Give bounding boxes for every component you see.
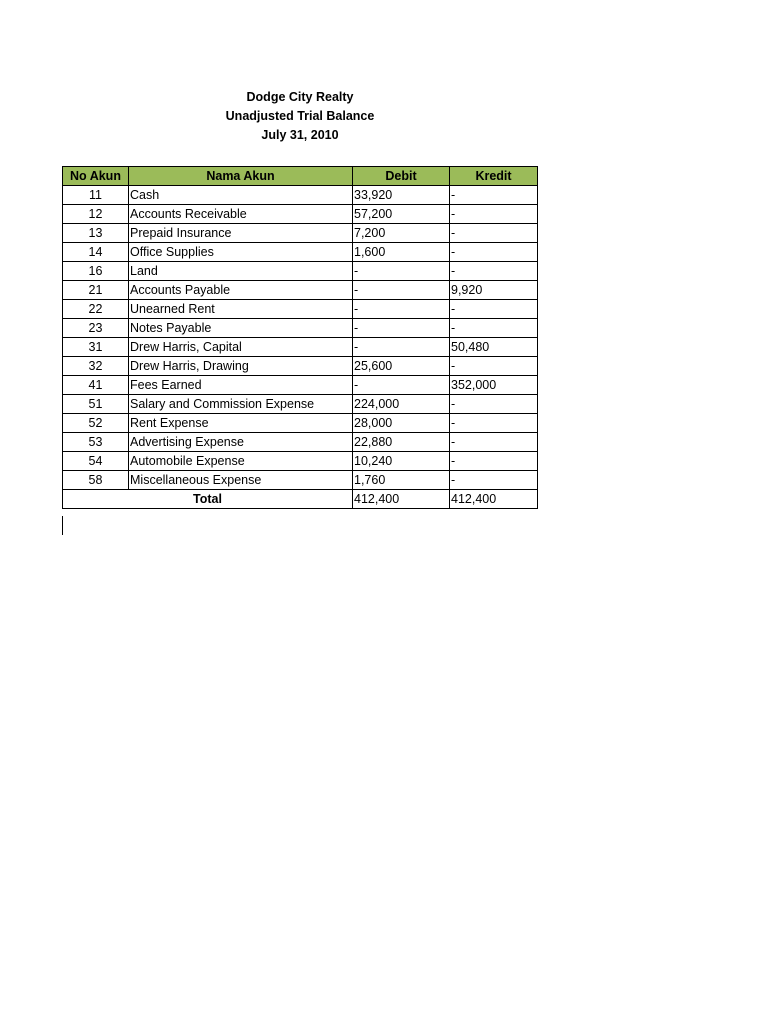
company-name: Dodge City Realty bbox=[246, 90, 354, 104]
debit-cell[interactable]: 57,200 bbox=[353, 205, 450, 224]
account-name-cell[interactable]: Accounts Payable bbox=[129, 281, 353, 300]
account-number-cell[interactable]: 23 bbox=[63, 319, 129, 338]
kredit-cell[interactable]: 352,000 bbox=[450, 376, 538, 395]
table-row bbox=[63, 319, 538, 338]
account-number-cell[interactable]: 52 bbox=[63, 414, 129, 433]
table-row bbox=[63, 300, 538, 319]
account-number-cell[interactable]: 53 bbox=[63, 433, 129, 452]
debit-cell[interactable]: 25,600 bbox=[353, 357, 450, 376]
account-name-cell[interactable]: Advertising Expense bbox=[129, 433, 353, 452]
debit-cell[interactable]: 33,920 bbox=[353, 186, 450, 205]
debit-cell[interactable]: 10,240 bbox=[353, 452, 450, 471]
table-row bbox=[63, 395, 538, 414]
table-row bbox=[63, 338, 538, 357]
table-row bbox=[63, 262, 538, 281]
account-name-cell[interactable]: Drew Harris, Drawing bbox=[129, 357, 353, 376]
account-name-cell[interactable]: Office Supplies bbox=[129, 243, 353, 262]
account-name-cell[interactable]: Accounts Receivable bbox=[129, 205, 353, 224]
account-number-cell[interactable]: 54 bbox=[63, 452, 129, 471]
kredit-cell[interactable]: - bbox=[450, 224, 538, 243]
account-name-cell[interactable]: Notes Payable bbox=[129, 319, 353, 338]
table-row bbox=[63, 205, 538, 224]
kredit-cell[interactable]: - bbox=[450, 471, 538, 490]
kredit-cell[interactable]: - bbox=[450, 205, 538, 224]
debit-cell[interactable]: 1,760 bbox=[353, 471, 450, 490]
table-row bbox=[63, 281, 538, 300]
kredit-cell[interactable]: - bbox=[450, 186, 538, 205]
account-number-cell[interactable]: 14 bbox=[63, 243, 129, 262]
table-row bbox=[63, 452, 538, 471]
total-debit-cell[interactable]: 412,400 bbox=[353, 490, 450, 509]
column-header-kredit[interactable]: Kredit bbox=[450, 167, 538, 186]
report-title-block bbox=[200, 88, 400, 145]
debit-cell[interactable]: - bbox=[353, 281, 450, 300]
table-row bbox=[63, 243, 538, 262]
account-number-cell[interactable]: 11 bbox=[63, 186, 129, 205]
debit-cell[interactable]: 28,000 bbox=[353, 414, 450, 433]
kredit-cell[interactable]: - bbox=[450, 452, 538, 471]
account-name-cell[interactable]: Automobile Expense bbox=[129, 452, 353, 471]
cell-border-fragment bbox=[62, 516, 63, 535]
account-name-cell[interactable]: Cash bbox=[129, 186, 353, 205]
kredit-cell[interactable]: - bbox=[450, 243, 538, 262]
account-name-cell[interactable]: Drew Harris, Capital bbox=[129, 338, 353, 357]
kredit-cell[interactable]: 50,480 bbox=[450, 338, 538, 357]
account-name-cell[interactable]: Miscellaneous Expense bbox=[129, 471, 353, 490]
account-number-cell[interactable]: 41 bbox=[63, 376, 129, 395]
table-row bbox=[63, 471, 538, 490]
table-row bbox=[63, 224, 538, 243]
account-name-cell[interactable]: Prepaid Insurance bbox=[129, 224, 353, 243]
account-number-cell[interactable]: 51 bbox=[63, 395, 129, 414]
column-header-debit[interactable]: Debit bbox=[353, 167, 450, 186]
account-number-cell[interactable]: 21 bbox=[63, 281, 129, 300]
total-label-cell[interactable]: Total bbox=[63, 490, 353, 509]
report-name: Unadjusted Trial Balance bbox=[225, 109, 375, 123]
kredit-cell[interactable]: - bbox=[450, 300, 538, 319]
debit-cell[interactable]: - bbox=[353, 262, 450, 281]
table-row bbox=[63, 433, 538, 452]
column-header-no-akun[interactable]: No Akun bbox=[63, 167, 129, 186]
table-row bbox=[63, 186, 538, 205]
kredit-cell[interactable]: 9,920 bbox=[450, 281, 538, 300]
kredit-cell[interactable]: - bbox=[450, 395, 538, 414]
account-number-cell[interactable]: 13 bbox=[63, 224, 129, 243]
account-name-cell[interactable]: Salary and Commission Expense bbox=[129, 395, 353, 414]
table-row bbox=[63, 357, 538, 376]
account-number-cell[interactable]: 16 bbox=[63, 262, 129, 281]
report-date: July 31, 2010 bbox=[261, 128, 339, 142]
debit-cell[interactable]: 7,200 bbox=[353, 224, 450, 243]
table-header-row bbox=[63, 167, 538, 186]
kredit-cell[interactable]: - bbox=[450, 357, 538, 376]
total-kredit-cell[interactable]: 412,400 bbox=[450, 490, 538, 509]
account-name-cell[interactable]: Unearned Rent bbox=[129, 300, 353, 319]
table-row bbox=[63, 376, 538, 395]
trial-balance-table bbox=[62, 166, 538, 509]
account-name-cell[interactable]: Fees Earned bbox=[129, 376, 353, 395]
column-header-nama-akun[interactable]: Nama Akun bbox=[129, 167, 353, 186]
table-row bbox=[63, 414, 538, 433]
debit-cell[interactable]: - bbox=[353, 319, 450, 338]
debit-cell[interactable]: 1,600 bbox=[353, 243, 450, 262]
kredit-cell[interactable]: - bbox=[450, 319, 538, 338]
account-number-cell[interactable]: 22 bbox=[63, 300, 129, 319]
kredit-cell[interactable]: - bbox=[450, 414, 538, 433]
account-number-cell[interactable]: 31 bbox=[63, 338, 129, 357]
total-row bbox=[63, 490, 538, 509]
debit-cell[interactable]: 22,880 bbox=[353, 433, 450, 452]
debit-cell[interactable]: 224,000 bbox=[353, 395, 450, 414]
account-number-cell[interactable]: 12 bbox=[63, 205, 129, 224]
kredit-cell[interactable]: - bbox=[450, 433, 538, 452]
account-name-cell[interactable]: Rent Expense bbox=[129, 414, 353, 433]
kredit-cell[interactable]: - bbox=[450, 262, 538, 281]
debit-cell[interactable]: - bbox=[353, 300, 450, 319]
debit-cell[interactable]: - bbox=[353, 376, 450, 395]
account-number-cell[interactable]: 58 bbox=[63, 471, 129, 490]
account-number-cell[interactable]: 32 bbox=[63, 357, 129, 376]
account-name-cell[interactable]: Land bbox=[129, 262, 353, 281]
debit-cell[interactable]: - bbox=[353, 338, 450, 357]
